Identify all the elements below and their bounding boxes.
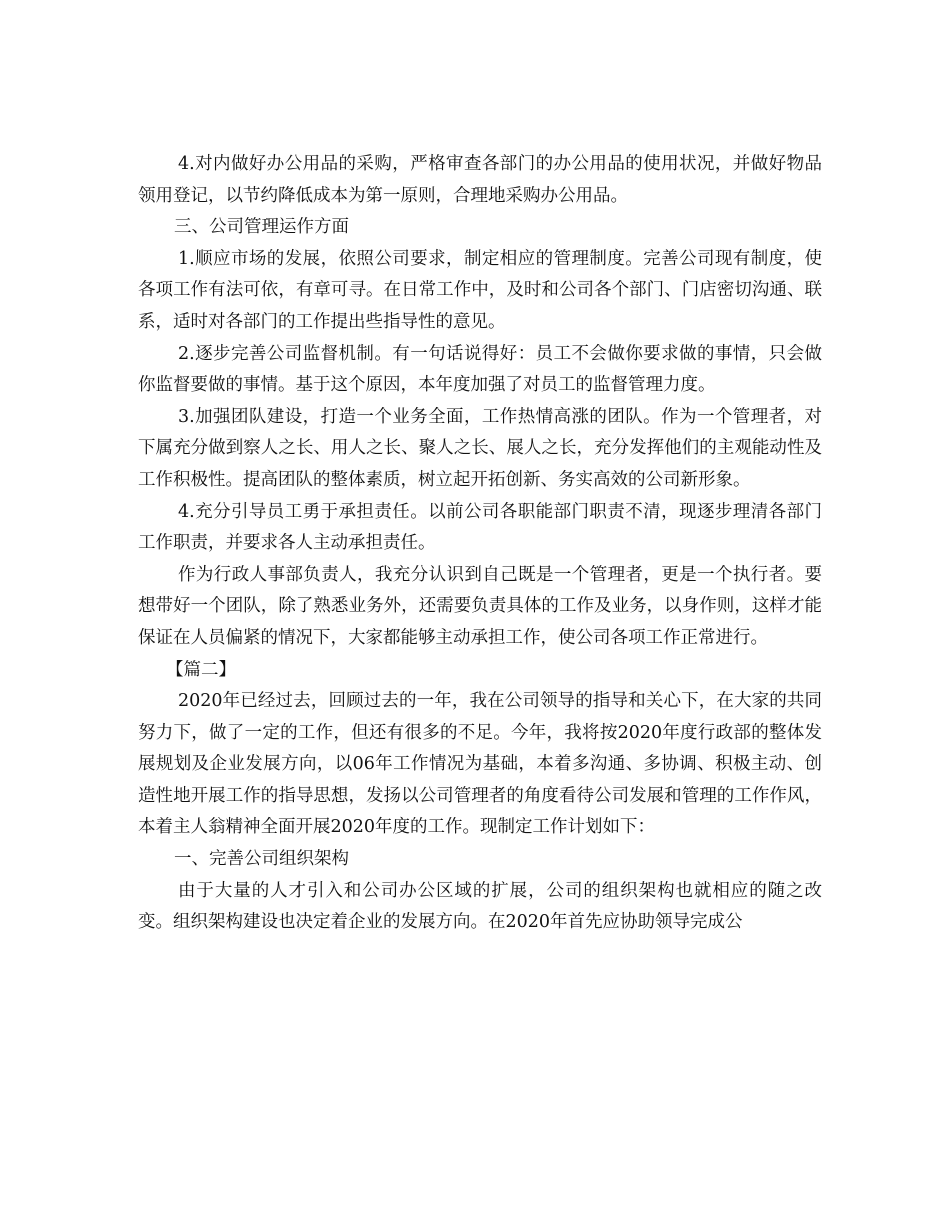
paragraph-item4-office-supplies: 4.对内做好办公用品的采购，严格审查各部门的办公用品的使用状况，并做好物品领用登记，以节约降低成本为第一原则，合理地采购办公用品。 [138, 154, 822, 206]
paragraph-intro-2020: 2020年已经过去，回顾过去的一年，我在公司领导的指导和关心下，在大家的共同努力下，做了一定的工作，但还有很多的不足。今年，我将按2020年度行政部的整体发展规划及企业发展方向，以06年工作情况为基础，本着多沟通、多协调、积极主动、创造性地开展工作的指导思想，发扬以公司管理者的角度看待公司发展和管理的工作作风，本着主人翁精神全面开展2020年度的工作。现制定工作计划如下： [138, 691, 822, 838]
document-body [138, 149, 822, 939]
paragraph-item4-responsibility: 4.充分引导员工勇于承担责任。以前公司各职能部门职责不清，现逐步理清各部门工作职责，并要求各人主动承担责任。 [138, 501, 822, 554]
paragraph-item2-supervision: 2.逐步完善公司监督机制。有一句话说得好：员工不会做你要求做的事情，只会做你监督要做的事情。基于这个原因，本年度加强了对员工的监督管理力度。 [138, 343, 822, 396]
paragraph-item3-team-building: 3.加强团队建设，打造一个业务全面，工作热情高涨的团队。作为一个管理者，对下属充分做到察人之长、用人之长、聚人之长、展人之长，充分发挥他们的主观能动性及工作积极性。提高团队的整体素质，树立起开拓创新、务实高效的公司新形象。 [138, 406, 822, 490]
section-title-part-two: 【篇二】 [166, 659, 236, 680]
paragraph-summary: 作为行政人事部负责人，我充分认识到自己既是一个管理者，更是一个执行者。要想带好一个团队，除了熟悉业务外，还需要负责具体的工作及业务，以身作则，这样才能保证在人员偏紧的情况下，大家都能够主动承担工作，使公司各项工作正常进行。 [138, 564, 822, 648]
paragraph-org-structure: 由于大量的人才引入和公司办公区域的扩展，公司的组织架构也就相应的随之改变。组织架构建设也决定着企业的发展方向。在2020年首先应协助领导完成公 [138, 880, 822, 933]
section-heading-org-structure: 一、完善公司组织架构 [174, 849, 349, 870]
paragraph-item1-management-system: 1.顺应市场的发展，依照公司要求，制定相应的管理制度。完善公司现有制度，使各项工作有法可依，有章可寻。在日常工作中，及时和公司各个部门、门店密切沟通、联系，适时对各部门的工作提出些指导性的意见。 [138, 248, 822, 332]
section-heading-management: 三、公司管理运作方面 [174, 217, 349, 238]
